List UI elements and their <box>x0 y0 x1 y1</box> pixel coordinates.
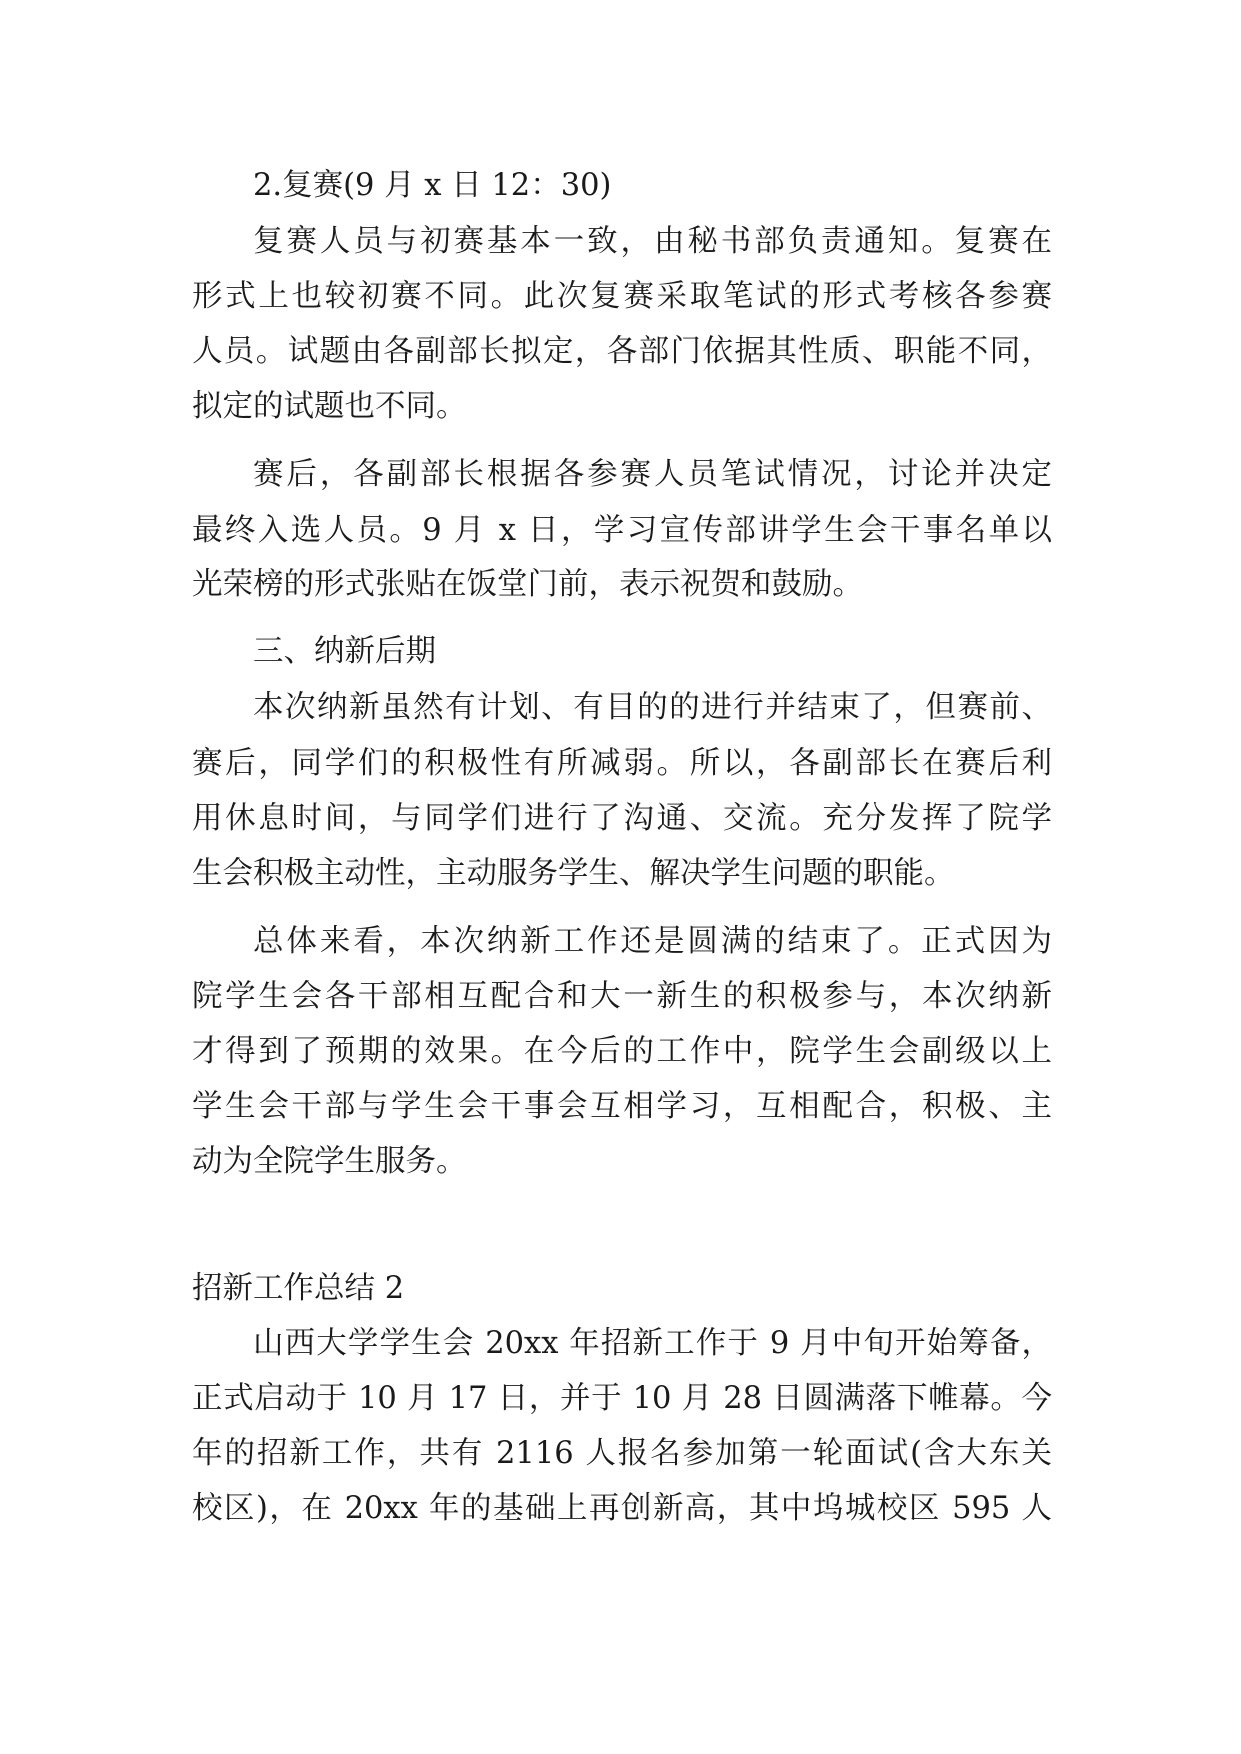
subheading-rematch: 2.复赛(9 月 x 日 12：30) <box>253 168 612 203</box>
paragraph-line: 本次纳新虽然有计划、有目的的进行并结束了，但赛前、 <box>253 690 1052 725</box>
paragraph-line: 学生会干部与学生会干事会互相学习，互相配合，积极、主 <box>192 1089 1052 1124</box>
paragraph-line: 复赛人员与初赛基本一致，由秘书部负责通知。复赛在 <box>253 224 1052 259</box>
paragraph-line: 拟定的试题也不同。 <box>192 389 467 424</box>
paragraph-line: 总体来看，本次纳新工作还是圆满的结束了。正式因为 <box>253 924 1052 959</box>
paragraph-line: 动为全院学生服务。 <box>192 1144 467 1179</box>
paragraph-line: 赛后，各副部长根据各参赛人员笔试情况，讨论并决定 <box>253 457 1052 492</box>
paragraph-line: 赛后，同学们的积极性有所减弱。所以，各副部长在赛后利 <box>192 746 1052 781</box>
paragraph-line: 校区)，在 20xx 年的基础上再创新高，其中坞城校区 595 人 <box>192 1491 1052 1526</box>
paragraph-line: 最终入选人员。9 月 x 日，学习宣传部讲学生会干事名单以 <box>192 513 1052 548</box>
paragraph-line: 形式上也较初赛不同。此次复赛采取笔试的形式考核各参赛 <box>192 279 1052 314</box>
paragraph-line: 光荣榜的形式张贴在饭堂门前，表示祝贺和鼓励。 <box>192 567 863 602</box>
section-title: 招新工作总结 2 <box>192 1271 405 1306</box>
paragraph-line: 正式启动于 10 月 17 日，并于 10 月 28 日圆满落下帷幕。今 <box>192 1381 1052 1416</box>
paragraph-line: 用休息时间，与同学们进行了沟通、交流。充分发挥了院学 <box>192 801 1052 836</box>
paragraph-line: 才得到了预期的效果。在今后的工作中，院学生会副级以上 <box>192 1034 1052 1069</box>
subheading-later-stage: 三、纳新后期 <box>253 634 436 669</box>
paragraph-line: 院学生会各干部相互配合和大一新生的积极参与，本次纳新 <box>192 979 1052 1014</box>
paragraph-line: 年的招新工作，共有 2116 人报名参加第一轮面试(含大东关 <box>192 1436 1052 1471</box>
paragraph-line: 山西大学学生会 20xx 年招新工作于 9 月中旬开始筹备， <box>253 1326 1052 1361</box>
paragraph-line: 人员。试题由各副部长拟定，各部门依据其性质、职能不同， <box>192 334 1052 369</box>
paragraph-line: 生会积极主动性，主动服务学生、解决学生问题的职能。 <box>192 856 955 891</box>
